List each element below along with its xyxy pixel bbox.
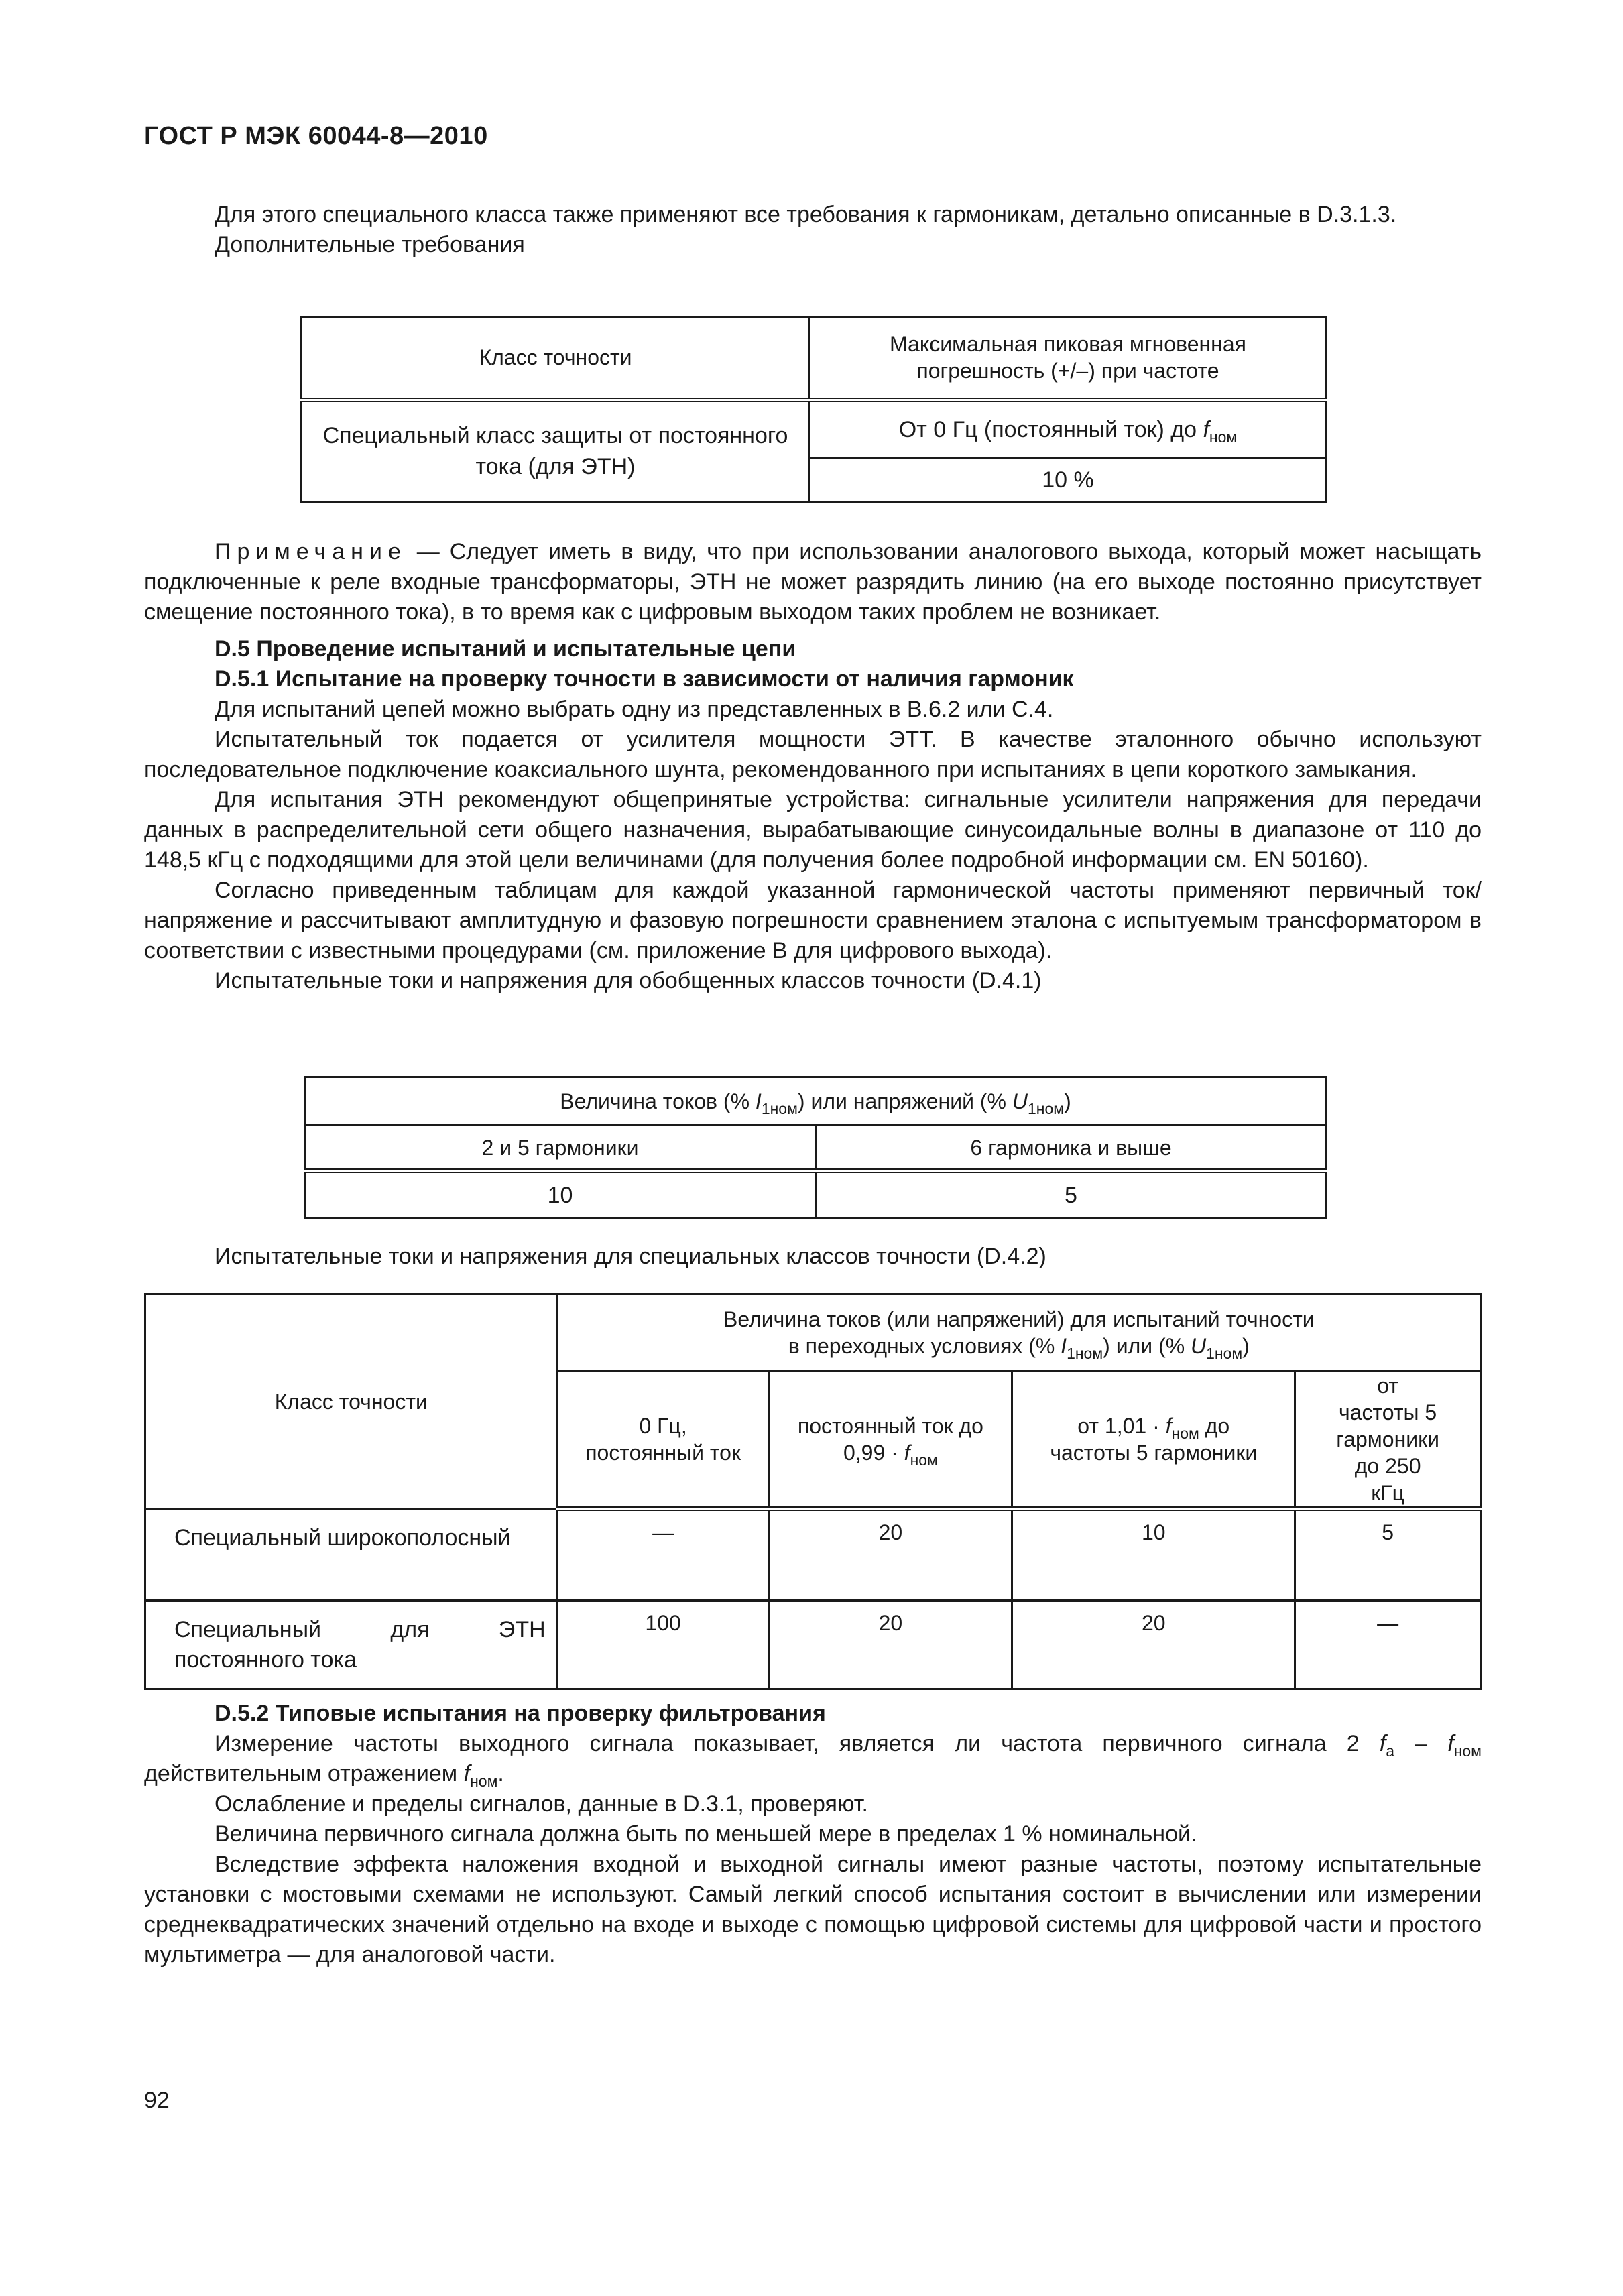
d52-paragraph-4: Вследствие эффекта наложения входной и выходной сигналы имеют разные частоты, поэтому испытательные установки с мостовыми схемами не используют. Самый легкий способ испытания состоит в вычислении или измерении среднеквадратических значений отдельно на входе и выходе с помощью цифровой системы для цифровой части и простого мультиметра — для аналоговой части. (144, 1852, 1482, 1968)
table3-class-header: Класс точности (145, 1294, 558, 1509)
note-label: Примечание (215, 539, 407, 564)
note-paragraph: Примечание — Следует иметь в виду, что при использовании аналогового выхода, который может насыщать подключенные к реле входные трансформаторы, ЭТН не может разрядить линию (на его выходе постоянно присутствует смещение постоянного тока), в то время как с цифровым выходом таких проблем не возникает. (144, 539, 1482, 625)
d52-paragraph-3: Величина первичного сигнала должна быть по меньшей мере в пределах 1 % номинальной. (215, 1821, 1197, 1847)
section-d5 (144, 634, 1482, 996)
special-classes-table (144, 1293, 1482, 1690)
table3-cell: 20 (1012, 1601, 1295, 1689)
row-class-cell: Специальный класс защиты от постоянного тока (для ЭТН) (302, 400, 810, 501)
note-block (144, 537, 1482, 627)
table3-cell: — (1295, 1601, 1481, 1689)
d52-paragraph-1: Измерение частоты выходного сигнала показывает, является ли частота первичного сигнала 2 $f_a - f_{ном}$ действительным отражением $f_{ном}$. (144, 1731, 1482, 1790)
table3-caption: Испытательные токи и напряжения для специальных классов точности (D.4.2) (215, 1244, 1046, 1269)
document-header: ГОСТ Р МЭК 60044-8—2010 (144, 122, 488, 150)
table3-group-header: Величина токов (или напряжений) для испытаний точности в переходных условиях (% $I_{1ном}$) или (% $U_{1ном}$) (557, 1294, 1480, 1372)
table3-cell: 10 (1012, 1509, 1295, 1601)
table-row (145, 1509, 1481, 1601)
table3-col-250khz: от частоты 5 гармоники до 250 кГц (1295, 1372, 1481, 1509)
error-value-cell: 10 % (810, 458, 1327, 502)
section-d52 (144, 1699, 1482, 1970)
requirements-table (300, 316, 1327, 503)
table3-col-harm5: от $1,01 \cdot f_{ном}$ до частоты 5 гармоники (1012, 1372, 1295, 1509)
intro-paragraph: Для этого специального класса также применяют все требования к гармоникам, детально описанные в D.3.1.3. (215, 202, 1397, 227)
table3-caption-block (144, 1242, 1482, 1272)
table3-col-dc: постоянный ток до $0,99 \cdot f_{ном}$ (769, 1372, 1012, 1509)
section-title-d51: D.5.1 Испытание на проверку точности в зависимости от наличия гармоник (215, 666, 1074, 692)
table3-cell: 20 (769, 1601, 1012, 1689)
table2-col-harm6: 6 гармоника и выше (816, 1126, 1327, 1171)
table3-cell: 20 (769, 1509, 1012, 1601)
table3-cell: 100 (557, 1601, 769, 1689)
page-number: 92 (144, 2088, 170, 2113)
col-header-class: Класс точности (302, 317, 810, 400)
table3-cell: — (557, 1509, 769, 1601)
table2-value-1: 10 (305, 1171, 816, 1218)
d52-paragraph-2: Ослабление и пределы сигналов, данные в D.3.1, проверяют. (215, 1791, 868, 1817)
section-title-d5: D.5 Проведение испытаний и испытательные цепи (215, 636, 796, 662)
d51-paragraph-2: Испытательный ток подается от усилителя мощности ЭТТ. В качестве эталонного обычно используют последовательное подключение коаксиального шунта, рекомендованного при испытаниях в цепи короткого замыкания. (144, 727, 1482, 782)
table2-header: Величина токов (% $I_{1ном}$) или напряжений (% $U_{1ном}$) (305, 1077, 1327, 1126)
table3-cell: 5 (1295, 1509, 1481, 1601)
table2-value-2: 5 (816, 1171, 1327, 1218)
additional-requirements-label: Дополнительные требования (215, 232, 525, 257)
col-header-error: Максимальная пиковая мгновенная погрешность (+/–) при частоте (810, 317, 1327, 400)
document-page (144, 0, 1482, 2296)
d51-paragraph-4: Согласно приведенным таблицам для каждой указанной гармонической частоты применяют первичный ток/напряжение и рассчитывают амплитудную и фазовую погрешности сравнением эталона с испытуемым трансформатором в соответствии с известными процедурами (см. приложение B для цифрового выхода). (144, 878, 1482, 963)
d51-paragraph-3: Для испытания ЭТН рекомендуют общепринятые устройства: сигнальные усилители напряжения для передачи данных в распределительной сети общего назначения, вырабатывающие синусоидальные волны в диапазоне от 110 до 148,5 кГц с подходящими для этой цели величинами (для получения более подробной информации см. EN 50160). (144, 787, 1482, 873)
generalized-classes-table (304, 1076, 1327, 1219)
intro-block (144, 200, 1482, 260)
table3-row-name: Специальный для ЭТН постоянного тока (145, 1601, 558, 1689)
table2-col-harm25: 2 и 5 гармоники (305, 1126, 816, 1171)
frequency-cell: От 0 Гц (постоянный ток) до $f_{ном}$ (810, 400, 1327, 458)
d51-paragraph-5: Испытательные токи и напряжения для обобщенных классов точности (D.4.1) (215, 968, 1042, 993)
table-row (145, 1601, 1481, 1689)
section-title-d52: D.5.2 Типовые испытания на проверку фильтрования (215, 1701, 826, 1726)
table3-row-name: Специальный широкополосный (145, 1509, 558, 1601)
d51-paragraph-1: Для испытаний цепей можно выбрать одну из представленных в B.6.2 или C.4. (215, 697, 1054, 722)
table3-col-0hz: 0 Гц, постоянный ток (557, 1372, 769, 1509)
